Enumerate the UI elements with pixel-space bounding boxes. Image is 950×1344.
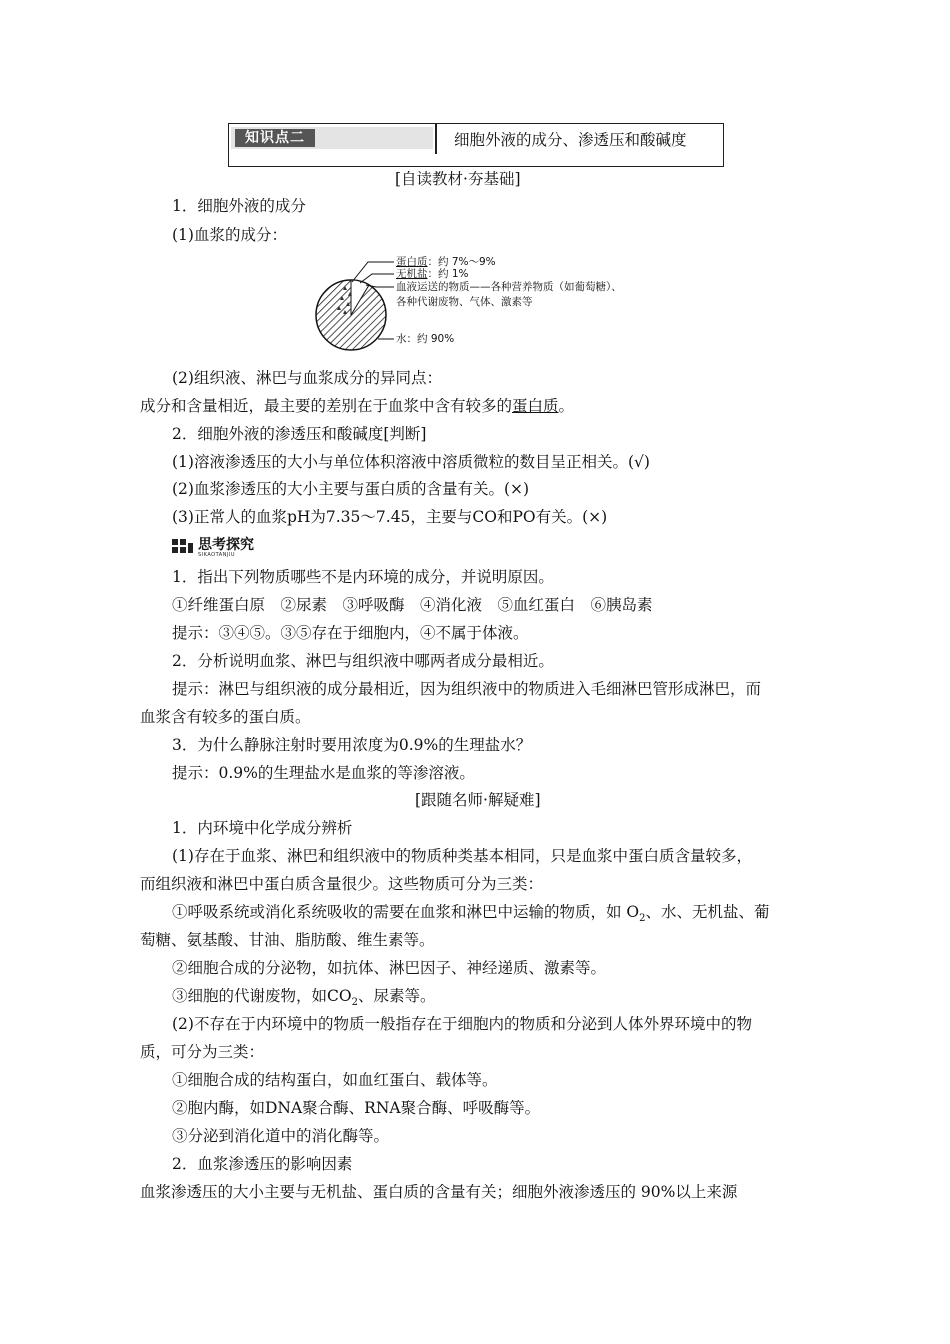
s2-heading-1: 1．内环境中化学成分辨析	[172, 819, 353, 837]
s1-para-3	[140, 396, 574, 416]
label-protein-value: ：约 7%～9%	[427, 256, 496, 268]
s2-item-1-line-1	[172, 902, 770, 929]
judgment-1: (1)溶液渗透压的大小与单位体积溶液中溶质微粒的数目呈正相关。(√)	[172, 453, 650, 471]
s2-k-item-3: ③分泌到消化道中的消化酶等。	[172, 1127, 390, 1145]
section-title-teacher: [跟随名师·解疑难]	[415, 791, 541, 809]
knowledge-point-header	[228, 123, 724, 167]
s2-k-item-1: ①细胞合成的结构蛋白，如血红蛋白、载体等。	[172, 1071, 498, 1089]
s1-para-3-end: 。	[558, 397, 575, 415]
think-q1: 1．指出下列物质哪些不是内环境的成分，并说明原因。	[172, 568, 554, 586]
think-a2-text: 提示：淋巴与组织液的成分最相近，因为组织液中的物质进入毛细淋巴管形成淋巴，而	[172, 680, 762, 698]
think-a1: 提示：③④⑤。③⑤存在于细胞内，④不属于体液。	[172, 624, 529, 642]
s2-item-1-text-a: ①呼吸系统或消化系统吸收的需要在血浆和淋巴中运输的物质，如 O	[172, 903, 640, 921]
think-section-icon	[172, 539, 194, 555]
judgment-3: (3)正常人的血浆pH为7.35～7.45，主要与CO和PO有关。(×)	[172, 508, 608, 526]
plasma-composition-figure	[310, 250, 690, 360]
s2-item-3-text-b: 、尿素等。	[357, 987, 436, 1005]
think-a3: 提示：0.9%的生理盐水是血浆的等渗溶液。	[172, 764, 475, 782]
think-q1-options: ①纤维蛋白原 ②尿素 ③呼吸酶 ④消化液 ⑤血红蛋白 ⑥胰岛素	[172, 596, 653, 614]
s2-para-2-line-1: (2)不存在于内环境中的物质一般指存在于细胞内的物质和分泌到人体外界环境中的物	[172, 1015, 752, 1033]
s2-item-1-line-2: 萄糖、氨基酸、甘油、脂肪酸、维生素等。	[140, 931, 435, 949]
label-inorganic-salt: 无机盐	[396, 268, 428, 280]
s2-para-2-line-2: 质，可分为三类：	[140, 1043, 265, 1061]
header-title: 细胞外液的成分、渗透压和酸碱度	[454, 131, 687, 149]
s1-para-3-text: 成分和含量相近，最主要的差别在于血浆中含有较多的	[140, 397, 513, 415]
think-section-subtitle: SIKAOTANJIU	[198, 552, 236, 558]
s1-heading-1: 1．细胞外液的成分	[172, 197, 306, 215]
s2-item-2: ②细胞合成的分泌物，如抗体、淋巴因子、神经递质、激素等。	[172, 959, 607, 977]
think-q3: 3．为什么静脉注射时要用浓度为0.9%的生理盐水？	[172, 736, 532, 754]
judgment-2: (2)血浆渗透压的大小主要与蛋白质的含量有关。(×)	[172, 480, 530, 498]
header-divider	[435, 124, 437, 154]
label-inorganic-salt-value: ：约 1%	[427, 268, 469, 280]
s2-para-1-line-2: 而组织液和淋巴中蛋白质含量很少。这些物质可分为三类：	[140, 875, 544, 893]
s1-para-2: (2)组织液、淋巴与血浆成分的异同点：	[172, 369, 442, 387]
think-section-title: 思考探究	[198, 537, 254, 553]
label-metabolic-waste: 各种代谢废物、气体、激素等	[396, 296, 533, 308]
s2-para-1-line-1: (1)存在于血浆、淋巴和组织液中的物质种类基本相同，只是血浆中蛋白质含量较多，	[172, 847, 752, 865]
s1-heading-2: 2．细胞外液的渗透压和酸碱度[判断]	[172, 425, 427, 443]
section-title-self-study: [自读教材·夯基础]	[395, 170, 521, 188]
pie-chart	[316, 280, 386, 350]
s2-item-1-subscript: 2	[639, 913, 646, 925]
s2-k-item-2: ②胞内酶，如DNA聚合酶、RNA聚合酶、呼吸酶等。	[172, 1099, 541, 1117]
s2-item-3	[172, 986, 435, 1013]
label-transported-substances: 血液运送的物质——各种营养物质（如葡萄糖）、	[396, 281, 622, 293]
think-q2: 2．分析说明血浆、淋巴与组织液中哪两者成分最相近。	[172, 652, 554, 670]
s1-para-3-underlined: 蛋白质	[512, 397, 559, 415]
svg-text:无机盐：约 1%	[396, 267, 469, 280]
s2-heading-2: 2．血浆渗透压的影响因素	[172, 1155, 353, 1173]
knowledge-point-badge: 知识点二	[235, 129, 315, 147]
s2-item-3-text-a: ③细胞的代谢废物，如CO	[172, 987, 352, 1005]
label-protein: 蛋白质	[396, 256, 428, 268]
s2-para-3: 血浆渗透压的大小主要与无机盐、蛋白质的含量有关；细胞外液渗透压的 90%以上来源	[140, 1183, 738, 1201]
svg-text:蛋白质：约 7%～9%	[396, 255, 496, 268]
think-a2-line-1	[140, 679, 812, 699]
s2-item-3-subscript: 2	[351, 997, 358, 1009]
s1-para-1: (1)血浆的成分：	[172, 226, 287, 244]
label-water: 水：约 90%	[396, 333, 455, 345]
think-a2-line-2: 血浆含有较多的蛋白质。	[140, 708, 311, 726]
s2-item-1-text-b: 、水、无机盐、葡	[645, 903, 770, 921]
